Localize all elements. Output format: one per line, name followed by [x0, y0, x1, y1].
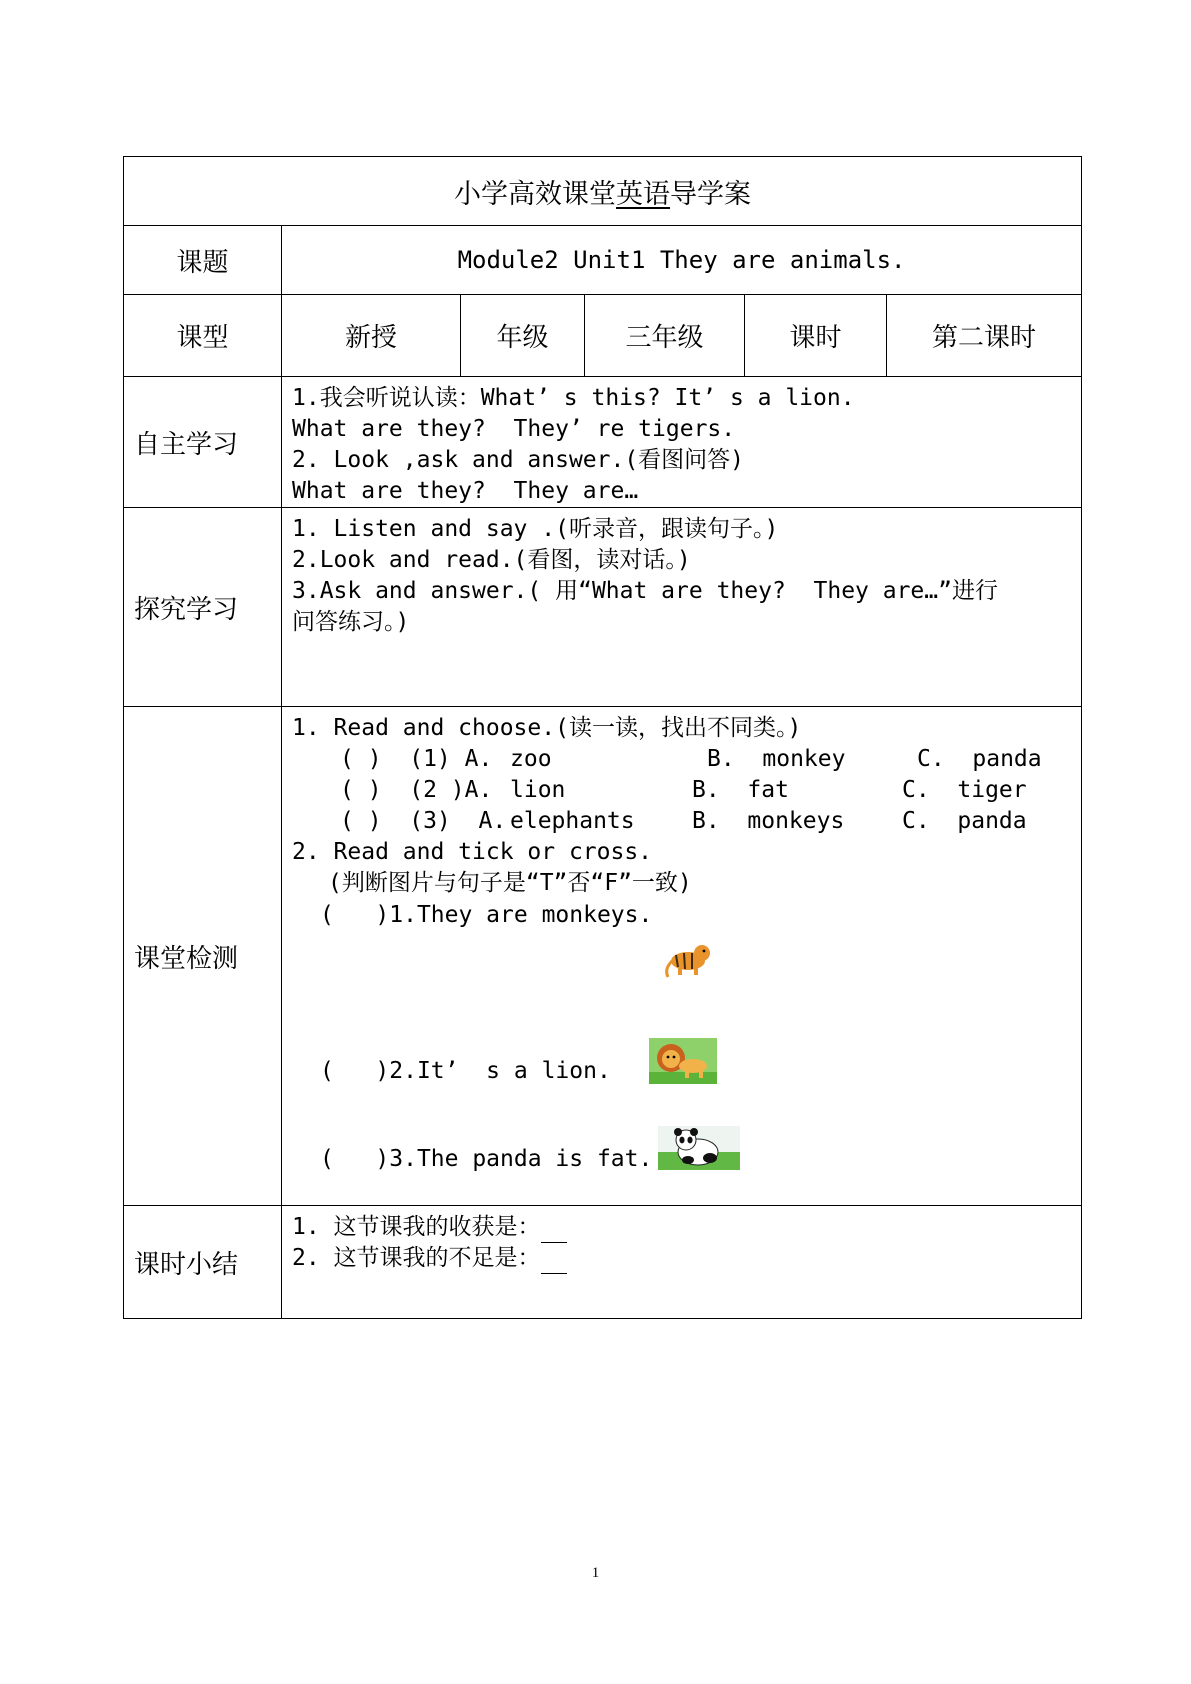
inquiry-content: [282, 508, 1082, 707]
choose-row: [292, 744, 1071, 775]
inquiry-line: 问答练习。): [292, 609, 410, 635]
tick-note: (判断图片与句子是“T”否“F”一致): [328, 870, 692, 896]
period-value: 第二课时: [887, 295, 1082, 377]
self-study-content: [282, 377, 1082, 508]
self-study-line: What are they? They’ re tigers.: [292, 416, 736, 442]
choose-num: ( ) (1) A.: [340, 746, 493, 772]
header-suffix: 导学案: [670, 178, 752, 210]
header-subject: 英语: [616, 178, 671, 210]
inquiry-line: 2.Look and read.(看图，读对话。): [292, 547, 691, 573]
tick-item-text: 1.They are monkeys.: [389, 901, 653, 928]
summary-line: [292, 1243, 1071, 1274]
tick-item-text: 2.It’ s a lion.: [389, 1057, 611, 1084]
topic-label: 课题: [124, 226, 282, 295]
tick-item: [292, 899, 1071, 931]
tiger-picture: [662, 939, 712, 979]
lion-picture: [649, 1038, 717, 1084]
tiger-picture-area: [292, 931, 1071, 1041]
topic-value: Module2 Unit1 They are animals.: [282, 226, 1082, 295]
self-study-line: 1.我会听说认读：What’ s this? It’ s a lion.: [292, 385, 855, 411]
tick-title: 2. Read and tick or cross.: [292, 839, 653, 865]
answer-blank[interactable]: [541, 1220, 567, 1243]
page-number: 1: [591, 1565, 600, 1581]
self-study-line: What are they? They are…: [292, 478, 639, 504]
choose-option-a: elephants: [510, 808, 635, 834]
check-content: [282, 707, 1082, 1206]
choose-option-a: lion: [510, 777, 566, 803]
summary-text: 2. 这节课我的不足是：: [292, 1245, 541, 1271]
type-value: 新授: [282, 295, 461, 377]
summary-text: 1. 这节课我的收获是：: [292, 1214, 541, 1240]
inquiry-line: 1. Listen and say .(听录音，跟读句子。): [292, 516, 779, 542]
summary-label: 课时小结: [124, 1206, 282, 1319]
choose-row: [292, 806, 1071, 837]
choose-row: [292, 775, 1071, 806]
tick-item-text: 3.The panda is fat.: [389, 1145, 653, 1172]
choose-title: 1. Read and choose.(读一读，找出不同类。): [292, 715, 802, 741]
answer-bracket: ( ): [320, 1145, 390, 1172]
choose-option-c: C. panda: [917, 746, 1042, 772]
choose-option-a: zoo: [510, 746, 552, 772]
tick-item: [292, 1041, 1071, 1101]
panda-picture: [658, 1126, 740, 1170]
choose-option-c: C. panda: [902, 808, 1027, 834]
self-study-line: 2. Look ,ask and answer.(看图问答): [292, 447, 745, 473]
table-header: [124, 157, 1082, 226]
answer-bracket: ( ): [320, 901, 390, 928]
choose-option-b: B. monkey: [707, 746, 846, 772]
check-label: 课堂检测: [124, 707, 282, 1206]
choose-option-b: B. fat: [692, 777, 789, 803]
type-label: 课型: [124, 295, 282, 377]
grade-value: 三年级: [585, 295, 745, 377]
summary-content: [282, 1206, 1082, 1319]
header-prefix: 小学高效课堂: [454, 178, 617, 210]
self-study-label: 自主学习: [124, 377, 282, 508]
summary-line: [292, 1212, 1071, 1243]
answer-bracket: ( ): [320, 1057, 390, 1084]
period-label: 课时: [745, 295, 887, 377]
choose-option-b: B. monkeys: [692, 808, 845, 834]
grade-label: 年级: [461, 295, 585, 377]
answer-blank[interactable]: [541, 1251, 567, 1274]
inquiry-line: 3.Ask and answer.( 用“What are they? They are…”进行: [292, 578, 998, 604]
choose-option-c: C. tiger: [902, 777, 1027, 803]
inquiry-label: 探究学习: [124, 508, 282, 707]
lesson-plan-table: [123, 156, 1082, 1319]
choose-num: ( ) (2 )A.: [340, 777, 493, 803]
tick-item: [292, 1129, 1071, 1189]
choose-num: ( ) (3) A.: [340, 808, 507, 834]
